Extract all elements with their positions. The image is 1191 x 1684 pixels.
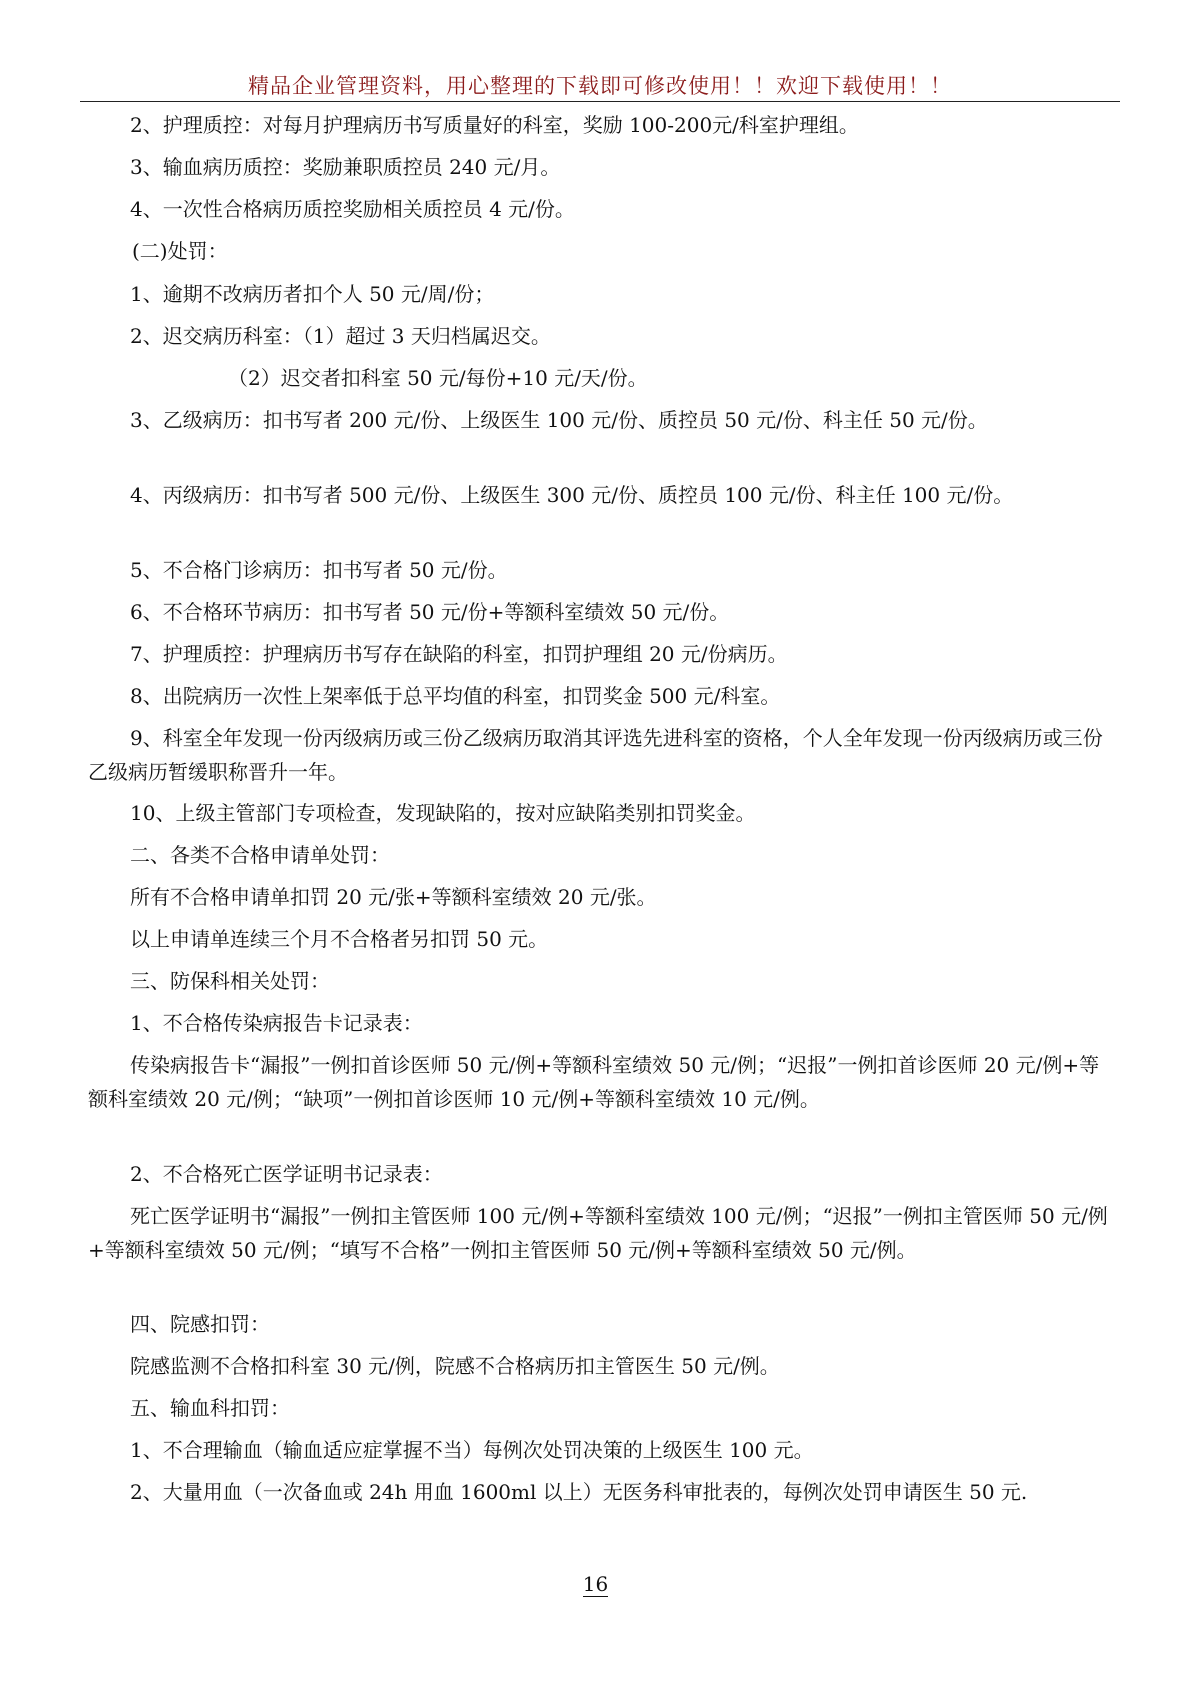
paragraph: 死亡医学证明书“漏报”一例扣主管医师 100 元/例+等额科室绩效 100 元/例；“迟报”一例扣主管医师 50 元/例+等额科室绩效 50 元/例；“填写不合格”一例扣主管医师 50 元/例+等额科室绩效 50 元/例。 bbox=[88, 1204, 1108, 1262]
paragraph: 1、不合格传染病报告卡记录表： bbox=[130, 1011, 423, 1035]
paragraph: 4、一次性合格病历质控奖励相关质控员 4 元/份。 bbox=[130, 197, 575, 221]
paragraph: 8、出院病历一次性上架率低于总平均值的科室，扣罚奖金 500 元/科室。 bbox=[130, 684, 781, 708]
section-heading: 三、防保科相关处罚： bbox=[130, 969, 330, 993]
paragraph: 4、丙级病历：扣书写者 500 元/份、上级医生 300 元/份、质控员 100 元/份、科主任 100 元/份。 bbox=[130, 483, 1014, 507]
paragraph: 6、不合格环节病历：扣书写者 50 元/份+等额科室绩效 50 元/份。 bbox=[130, 600, 730, 624]
section-heading: 二、各类不合格申请单处罚： bbox=[130, 843, 390, 867]
paragraph: 院感监测不合格扣科室 30 元/例，院感不合格病历扣主管医生 50 元/例。 bbox=[130, 1354, 780, 1378]
paragraph: 3、乙级病历：扣书写者 200 元/份、上级医生 100 元/份、质控员 50 元/份、科主任 50 元/份。 bbox=[130, 408, 988, 432]
paragraph: 3、输血病历质控：奖励兼职质控员 240 元/月。 bbox=[130, 155, 561, 179]
page-number-text: 16 bbox=[582, 1572, 609, 1596]
paragraph: 7、护理质控：护理病历书写存在缺陷的科室，扣罚护理组 20 元/份病历。 bbox=[130, 642, 788, 666]
section-heading: (二)处罚： bbox=[132, 239, 228, 263]
paragraph: 所有不合格申请单扣罚 20 元/张+等额科室绩效 20 元/张。 bbox=[130, 885, 657, 909]
paragraph: （2）迟交者扣科室 50 元/每份+10 元/天/份。 bbox=[228, 366, 648, 390]
section-heading: 四、院感扣罚： bbox=[130, 1312, 270, 1336]
paragraph: 2、大量用血（一次备血或 24h 用血 1600ml 以上）无医务科审批表的，每例次处罚申请医生 50 元. bbox=[130, 1480, 1028, 1504]
section-heading: 五、输血科扣罚： bbox=[130, 1396, 290, 1420]
paragraph: 1、逾期不改病历者扣个人 50 元/周/份； bbox=[130, 282, 495, 306]
paragraph: 5、不合格门诊病历：扣书写者 50 元/份。 bbox=[130, 558, 508, 582]
page-number bbox=[0, 1572, 1191, 1596]
paragraph: 9、科室全年发现一份丙级病历或三份乙级病历取消其评选先进科室的资格，个人全年发现一份丙级病历或三份乙级病历暂缓职称晋升一年。 bbox=[88, 726, 1103, 784]
paragraph: 传染病报告卡“漏报”一例扣首诊医师 50 元/例+等额科室绩效 50 元/例；“迟报”一例扣首诊医师 20 元/例+等额科室绩效 20 元/例；“缺项”一例扣首诊医师 10 元/例+等额科室绩效 10 元/例。 bbox=[88, 1053, 1100, 1111]
paragraph: 2、迟交病历科室：（1）超过 3 天归档属迟交。 bbox=[130, 324, 551, 348]
paragraph: 2、护理质控：对每月护理病历书写质量好的科室，奖励 100-200元/科室护理组。 bbox=[130, 113, 859, 137]
page-header: 精品企业管理资料，用心整理的下载即可修改使用！！欢迎下载使用！！ bbox=[248, 74, 952, 98]
paragraph: 以上申请单连续三个月不合格者另扣罚 50 元。 bbox=[130, 927, 549, 951]
paragraph: 10、上级主管部门专项检查，发现缺陷的，按对应缺陷类别扣罚奖金。 bbox=[130, 801, 756, 825]
paragraph: 1、不合理输血（输血适应症掌握不当）每例次处罚决策的上级医生 100 元。 bbox=[130, 1438, 814, 1462]
paragraph: 2、不合格死亡医学证明书记录表： bbox=[130, 1162, 443, 1186]
